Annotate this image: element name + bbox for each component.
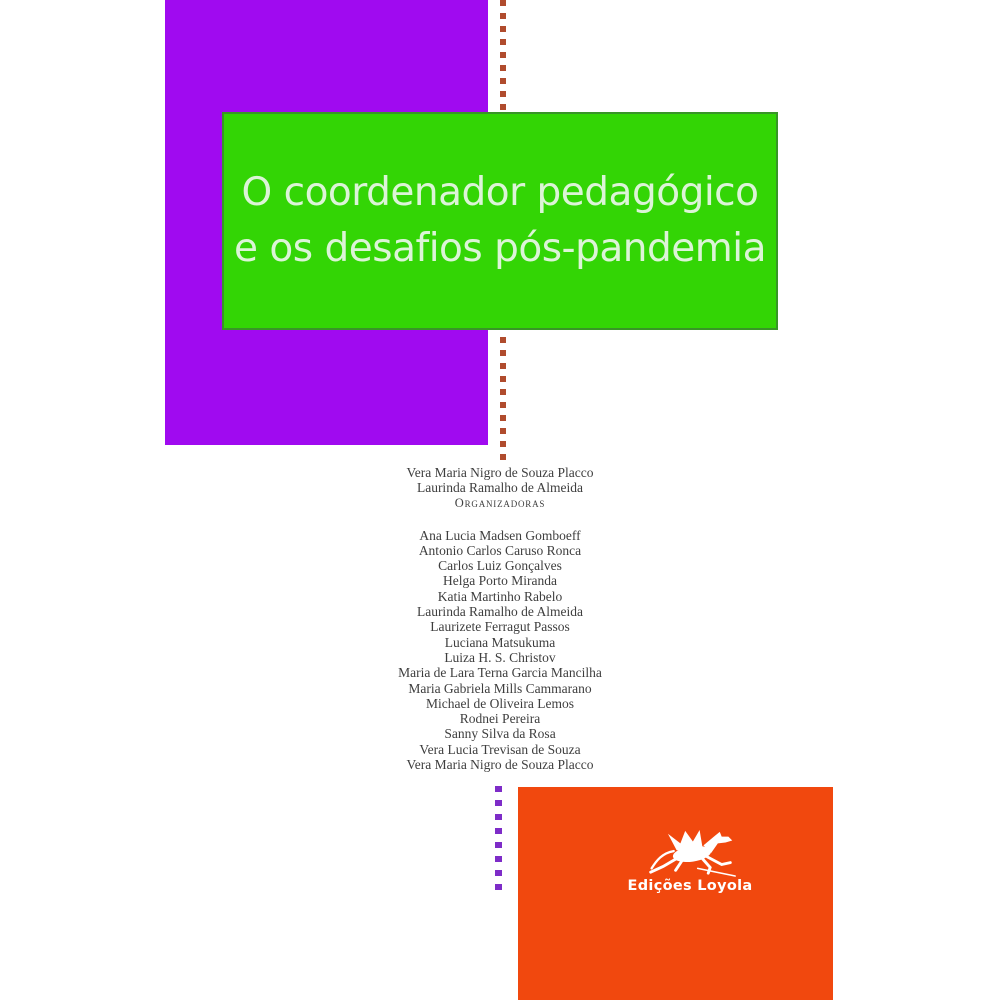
- publisher-logo: [610, 829, 770, 894]
- dotted-line-top: [500, 0, 506, 112]
- pegasus-icon: [642, 829, 738, 877]
- author-name: Helga Porto Miranda: [443, 573, 557, 589]
- author-name: Katia Martinho Rabelo: [437, 588, 563, 604]
- author-name: Rodnei Pereira: [459, 711, 541, 727]
- authors-list: [0, 528, 1000, 773]
- author-name: Vera Maria Nigro de Souza Placco: [406, 757, 594, 773]
- author-name: Luciana Matsukuma: [444, 634, 556, 650]
- author-name: Maria Gabriela Mills Cammarano: [408, 680, 592, 696]
- author-name: Luiza H. S. Christov: [444, 649, 556, 665]
- author-name: Carlos Luiz Gonçalves: [438, 558, 562, 574]
- author-name: Ana Lucia Madsen Gomboeff: [419, 527, 581, 543]
- organizer-name: Vera Maria Nigro de Souza Placco: [406, 465, 594, 480]
- author-name: Vera Lucia Trevisan de Souza: [419, 741, 581, 757]
- author-name: Maria de Lara Terna Garcia Mancilha: [398, 665, 602, 681]
- dotted-line-middle: [500, 337, 506, 465]
- author-name: Laurizete Ferragut Passos: [430, 619, 570, 635]
- author-name: Laurinda Ramalho de Almeida: [416, 604, 584, 620]
- organizer-name: Laurinda Ramalho de Almeida: [416, 480, 584, 496]
- credits-block: [0, 465, 1000, 772]
- author-name: Antonio Carlos Caruso Ronca: [418, 542, 582, 558]
- publisher-name: Edições Loyola: [627, 878, 753, 894]
- title-block: [222, 112, 778, 330]
- author-name: Michael de Oliveira Lemos: [425, 695, 575, 711]
- dotted-line-bottom: [495, 786, 502, 891]
- title-line-2: e os desafios pós-pandemia: [234, 226, 766, 271]
- publisher-block: [518, 787, 833, 1000]
- title-line-1: O coordenador pedagógico: [241, 170, 759, 215]
- author-name: Sanny Silva da Rosa: [444, 726, 556, 742]
- organizers-label: Organizadoras: [454, 495, 546, 510]
